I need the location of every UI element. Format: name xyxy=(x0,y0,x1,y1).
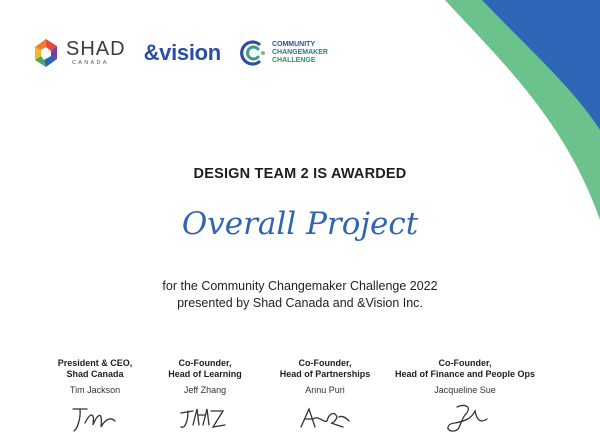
signatory-role-line-1: Co-Founder, xyxy=(178,358,232,368)
blue-swoosh xyxy=(482,0,600,130)
signature-jeff-zhang xyxy=(175,401,235,435)
ccc-line-2: CHANGEMAKER xyxy=(271,49,328,56)
shad-wordmark: SHAD xyxy=(66,38,126,61)
ccc-logo xyxy=(239,38,328,68)
green-swoosh xyxy=(445,0,600,220)
ccc-line-3: CHALLENGE xyxy=(271,57,316,64)
description-line-1: for the Community Changemaker Challenge 2022 xyxy=(162,279,438,293)
signatory-name: Annu Puri xyxy=(305,385,345,395)
andvision-logo: &vision xyxy=(143,40,221,65)
description-line-2: presented by Shad Canada and &Vision Inc. xyxy=(177,296,423,310)
signatory-name: Jacqueline Sue xyxy=(434,385,496,395)
signature-annu-puri xyxy=(295,401,355,435)
signatory-role-line-2: Head of Learning xyxy=(168,369,242,379)
ccc-line-1: COMMUNITY xyxy=(271,41,316,48)
signatory-role-line-2: Shad Canada xyxy=(66,369,124,379)
signatory-role-line-2: Head of Finance and People Ops xyxy=(394,369,536,379)
signatory-4 xyxy=(390,358,540,435)
shad-logo xyxy=(30,37,126,69)
signatory-role-line-1: President & CEO, xyxy=(57,358,133,368)
signatory-role-line-1: Co-Founder, xyxy=(298,358,352,368)
signature-tim-jackson xyxy=(65,401,125,435)
shad-pinwheel-icon xyxy=(30,37,62,69)
shad-subtitle: CANADA xyxy=(72,60,109,67)
logo-row xyxy=(30,32,328,74)
signatory-role-line-2: Head of Partnerships xyxy=(279,369,371,379)
award-description xyxy=(0,278,600,312)
ccc-emblem-icon xyxy=(239,38,269,68)
signatory-3 xyxy=(250,358,400,435)
signatory-name: Tim Jackson xyxy=(69,385,121,395)
award-title: Overall Project xyxy=(181,206,419,242)
signatory-name: Jeff Zhang xyxy=(183,385,227,395)
signatory-role-line-1: Co-Founder, xyxy=(438,358,492,368)
award-heading: DESIGN TEAM 2 IS AWARDED xyxy=(193,166,407,182)
signature-jacqueline-sue xyxy=(435,401,495,435)
